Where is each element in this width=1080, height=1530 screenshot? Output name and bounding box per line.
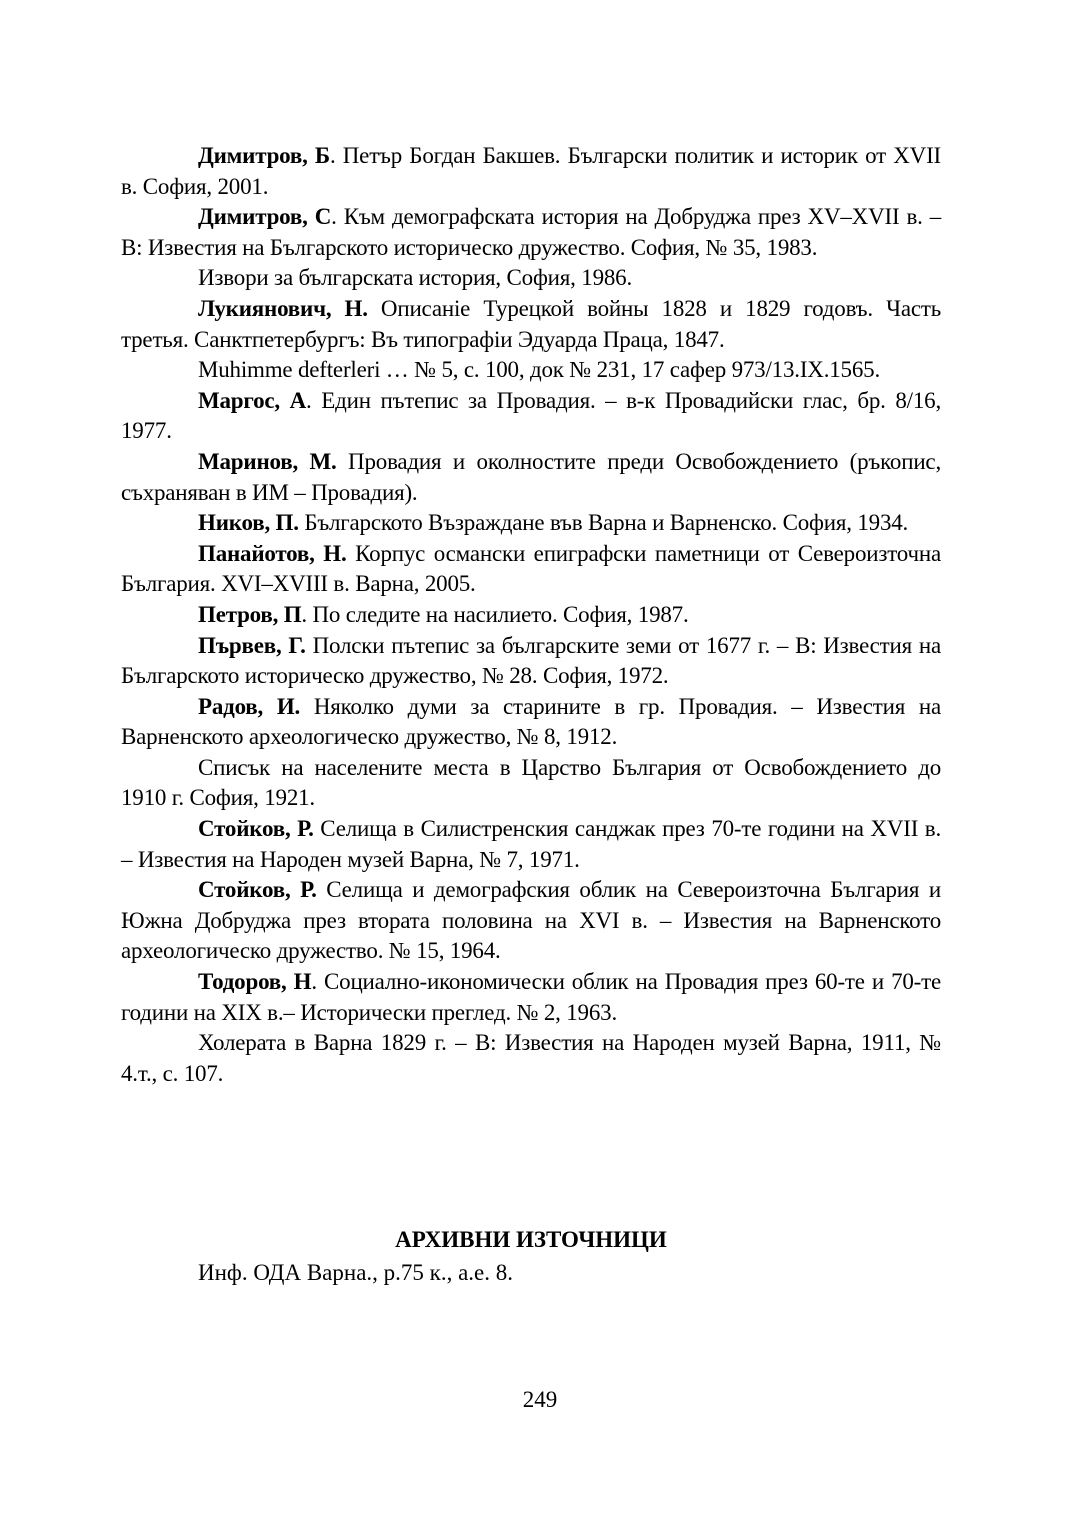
entry-author: Ников, П. (198, 510, 299, 536)
bibliography-entry (121, 631, 941, 692)
entry-text: Описаніе Турецкой войны 1828 и 1829 годовъ. Часть третья. Санктпетербургъ: Въ типографіи Эдуарда Праца, 1847. (121, 295, 941, 352)
entry-author: Димитров, С (198, 204, 332, 230)
entry-text: . Петър Богдан Бакшев. Български политик и историк от XVII в. София, 2001. (121, 143, 942, 199)
entry-author: Първев, Г. (198, 632, 306, 658)
entry-author: Стойков, Р. (198, 816, 314, 842)
bibliography-entry (121, 294, 941, 355)
entry-text: Корпус османски епиграфски паметници от Североизточна България. XVI–XVIII в. Варна, 2005. (121, 540, 941, 597)
bibliography-entry (121, 539, 941, 600)
entry-author: Стойков, Р. (198, 877, 317, 903)
entry-author: Петров, П (198, 601, 302, 627)
bibliography-entry (121, 753, 941, 814)
bibliography-entry (121, 202, 941, 263)
bibliography-entry (121, 508, 941, 539)
page-number: 249 (522, 1387, 558, 1412)
entry-author: Радов, И. (198, 693, 301, 719)
bibliography-entry (121, 814, 941, 875)
archive-section-title: АРХИВНИ ИЗТОЧНИЦИ (395, 1227, 667, 1252)
entry-text: Няколко думи за старините в гр. Провадия. – Известия на Варненското археологическо дружество, № 8, 1912. (121, 693, 942, 750)
bibliography-entry (121, 1028, 941, 1089)
bibliography-entry (121, 967, 941, 1028)
entry-text: Извори за българската история, София, 1986. (198, 265, 633, 291)
entry-author: Маргос, А (198, 387, 307, 413)
entry-author: Панайотов, Н. (198, 540, 347, 566)
entry-text: Българското Възраждане във Варна и Варненско. София, 1934. (298, 510, 909, 536)
entry-author: Димитров, Б (198, 143, 330, 168)
bibliography-entry (121, 386, 941, 447)
entry-text: . Социално-икономически облик на Провадия през 60-те и 70-те години на XIX в.– Исторически преглед. № 2, 1963. (121, 969, 941, 1025)
entry-author: Лукиянович, Н. (198, 295, 368, 321)
entry-text: . По следите на насилието. София, 1987. (301, 601, 689, 627)
entry-text: Селища в Силистренския санджак през 70-те години на XVII в. – Известия на Народен музей Варна, № 7, 1971. (121, 816, 942, 872)
entry-text: Селища и демографския облик на Североизточна България и Южна Добруджа през втората половина на XVI в. – Известия на Варненското археологическо дружество. № 15, 1964. (121, 877, 941, 964)
bibliography-entry (121, 355, 941, 386)
entry-author: Маринов, М. (198, 448, 337, 474)
entry-text: Провадия и околностите преди Освобождението (ръкопис, съхраняван в ИМ – Провадия). (121, 448, 941, 505)
bibliography-entry (121, 447, 941, 508)
entry-author: Тодоров, Н (198, 969, 312, 995)
archive-source-item: Инф. ОДА Варна., р.75 к., а.е. 8. (198, 1260, 513, 1285)
bibliography-entry (121, 141, 941, 202)
entry-text: Холерата в Варна 1829 г. – В: Известия на Народен музей Варна, 1911, № 4.т., с. 107. (121, 1030, 941, 1086)
entry-text: . Към демографската история на Добруджа през XV–XVII в. – В: Известия на Българското историческо дружество. София, № 35, 1983. (121, 204, 942, 260)
entry-text: Списък на населените места в Царство България от Освобождението до 1910 г. София, 1921. (121, 754, 941, 811)
entry-text: . Един пътепис за Провадия. – в-к Провадийски глас, бр. 8/16, 1977. (121, 387, 942, 444)
entry-text: Полски пътепис за българските земи от 1677 г. – В: Известия на Българското историческо дружество, № 28. София, 1972. (121, 632, 941, 689)
bibliography-entry (121, 875, 941, 967)
bibliography-list (121, 141, 941, 1089)
bibliography-entry (121, 600, 941, 631)
entry-text: Muhimme defterleri … № 5, с. 100, док № 231, 17 сафер 973/13.IX.1565. (198, 357, 880, 383)
bibliography-entry (121, 263, 941, 294)
bibliography-entry (121, 692, 941, 753)
